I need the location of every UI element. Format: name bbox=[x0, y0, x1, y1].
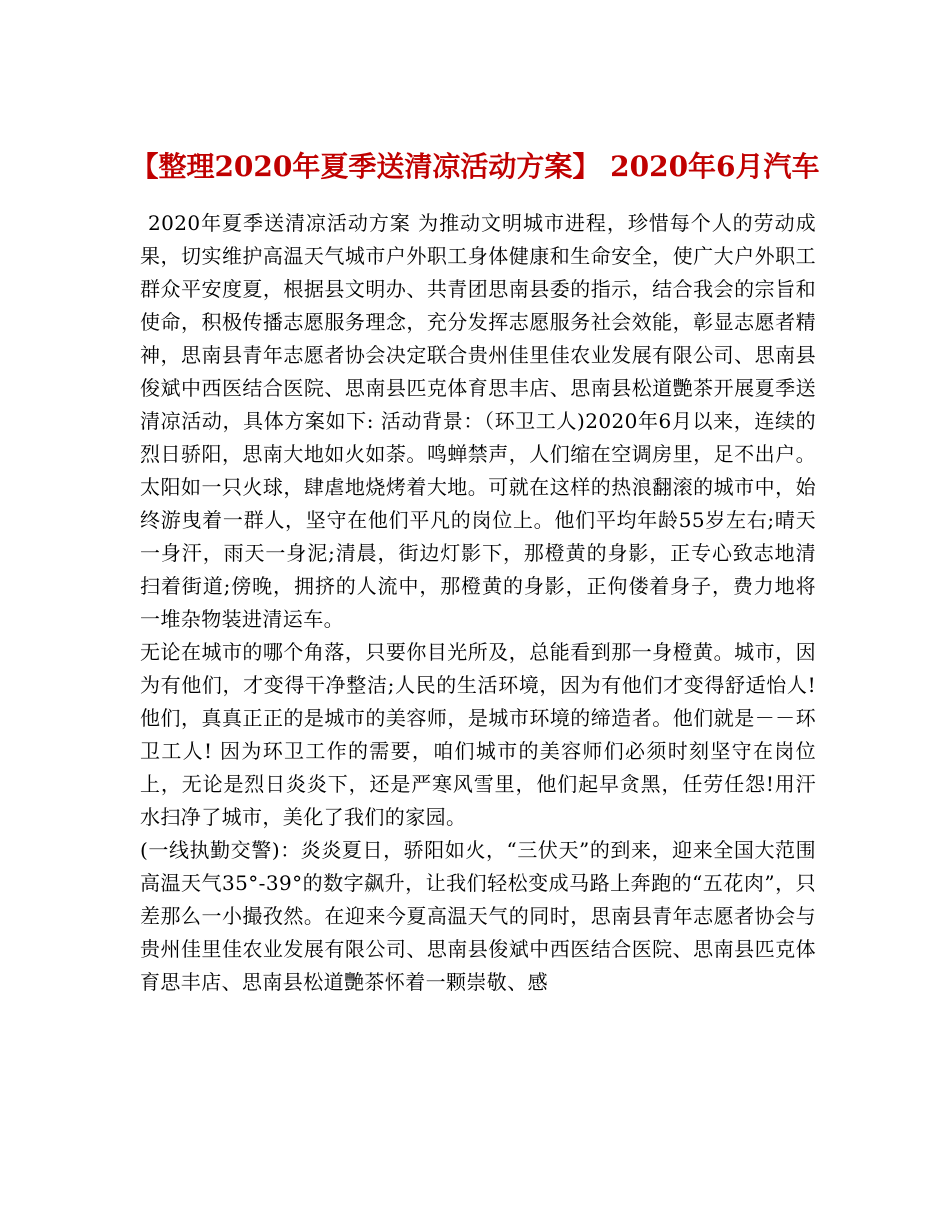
document-body bbox=[140, 207, 816, 999]
paragraph-traffic-police: (一线执勤交警)：炎炎夏日，骄阳如火，“三伏天”的到来，迎来全国大范围高温天气35°-39°的数字飙升，让我们轻松变成马路上奔跑的“五花肉”，只差那么一小撮孜然。在迎来今夏高温天气的同时，思南县青年志愿者协会与贵州佳里佳农业发展有限公司、思南县俊斌中西医结合医院、思南县匹克体育思丰店、思南县松道艷茶怀着一颗崇敬、感 bbox=[140, 838, 816, 994]
paragraph-sanitation-workers: 无论在城市的哪个角落，只要你目光所及，总能看到那一身橙黄。城市，因为有他们，才变得干净整洁;人民的生活环境，因为有他们才变得舒适怡人!他们，真真正正的是城市的美容师，是城市环境的缔造者。他们就是－－环卫工人! 因为环卫工作的需要，咱们城市的美容师们必须时刻坚守在岗位上，无论是烈日炎炎下，还是严寒风雪里，他们起早贪黑，任劳任怨!用汗水扫净了城市，美化了我们的家园。 bbox=[140, 640, 816, 829]
document-title: 【整理2020年夏季送清凉活动方案】 2020年6月汽车 bbox=[130, 149, 820, 183]
paragraph-intro: 2020年夏季送清凉活动方案 为推动文明城市进程，珍惜每个人的劳动成果，切实维护高温天气城市户外职工身体健康和生命安全，使广大户外职工群众平安度夏，根据县文明办、共青团思南县委的指示，结合我会的宗旨和使命，积极传播志愿服务理念，充分发挥志愿服务社会效能，彰显志愿者精神，思南县青年志愿者协会决定联合贵州佳里佳农业发展有限公司、思南县俊斌中西医结合医院、思南县匹克体育思丰店、思南县松道艷茶开展夏季送清凉活动，具体方案如下: 活动背景：（环卫工人)2020年6月以来，连续的烈日骄阳，思南大地如火如荼。鸣蝉禁声，人们缩在空调房里，足不出户。太阳如一只火球，肆虐地烧烤着大地。可就在这样的热浪翻滚的城市中，始终游曳着一群人，坚守在他们平凡的岗位上。他们平均年龄55岁左右;晴天一身汗，雨天一身泥;清晨，街边灯影下，那橙黄的身影，正专心致志地清扫着街道;傍晚，拥挤的人流中，那橙黄的身影，正佝偻着身子，费力地将一堆杂物装进清运车。 bbox=[140, 211, 816, 631]
